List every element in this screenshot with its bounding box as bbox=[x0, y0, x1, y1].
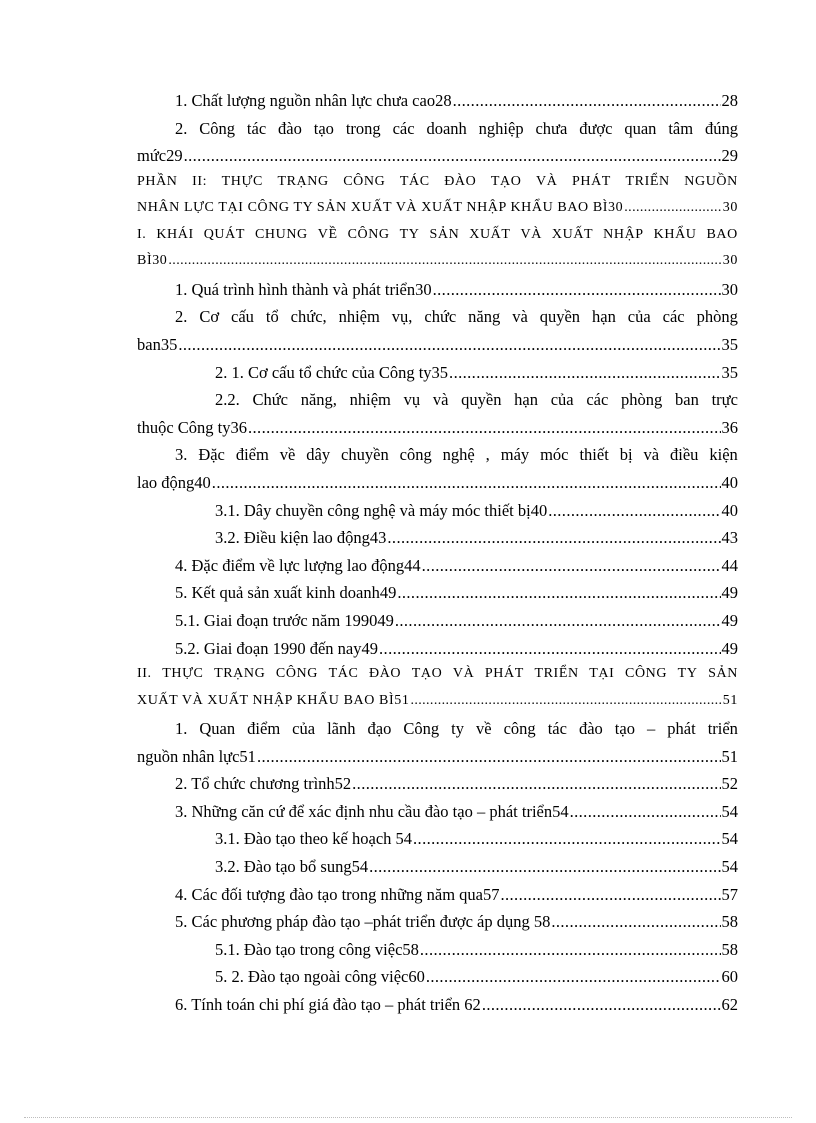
toc-page-number: 43 bbox=[721, 528, 738, 548]
toc-entry-line[interactable] bbox=[137, 418, 738, 446]
toc-entry-line[interactable] bbox=[137, 583, 738, 611]
toc-entry-line[interactable] bbox=[137, 363, 738, 391]
toc-page-number: 28 bbox=[721, 91, 738, 110]
toc-leader-dots bbox=[168, 253, 721, 269]
toc-page-number: 49 bbox=[721, 610, 738, 630]
toc-entry-text: 3. Những căn cứ để xác định nhu cầu đào tạo – phát triển54 bbox=[175, 801, 569, 821]
toc-entry-text: 3.2. Điều kiện lao động43 bbox=[215, 528, 387, 548]
toc-leader-dots bbox=[449, 363, 720, 383]
toc-entry-line[interactable] bbox=[137, 445, 738, 473]
toc-entry-text: 2. Công tác đào tạo trong các doanh nghiệp chưa được quan tâm đúng bbox=[175, 118, 738, 138]
toc-entry-text: 1. Quan điểm của lãnh đạo Công ty về công tác đào tạo – phát triển bbox=[175, 719, 738, 739]
toc-leader-dots bbox=[413, 829, 720, 849]
toc-page-number: 49 bbox=[721, 638, 738, 658]
toc-heading-line[interactable] bbox=[137, 666, 738, 693]
toc-entry-line[interactable] bbox=[137, 335, 738, 363]
table-of-contents bbox=[137, 91, 738, 1023]
toc-entry-text: I. KHÁI QUÁT CHUNG VỀ CÔNG TY SẢN XUẤT VÀ XUẤT NHẬP KHẨU BAO bbox=[137, 226, 738, 242]
toc-entry-line[interactable] bbox=[137, 280, 738, 308]
toc-entry-line[interactable] bbox=[137, 967, 738, 995]
toc-entry-line[interactable] bbox=[137, 802, 738, 830]
toc-entry-text: 4. Đặc điểm về lực lượng lao động44 bbox=[175, 555, 421, 575]
toc-heading-line[interactable] bbox=[137, 227, 738, 254]
toc-page-number: 40 bbox=[721, 472, 738, 492]
toc-leader-dots bbox=[387, 528, 720, 548]
toc-entry-text: II. THỰC TRẠNG CÔNG TÁC ĐÀO TẠO VÀ PHÁT TRIỂN TẠI CÔNG TY SẢN bbox=[137, 666, 738, 682]
toc-entry-text: 1. Chất lượng nguồn nhân lực chưa cao28 bbox=[175, 91, 452, 110]
toc-leader-dots bbox=[257, 747, 721, 767]
toc-entry-text: XUẤT VÀ XUẤT NHẬP KHẨU BAO BÌ51 bbox=[137, 692, 410, 708]
toc-entry-text: 3.1. Dây chuyền công nghệ và máy móc thiết bị40 bbox=[215, 500, 548, 520]
toc-entry-text: 5.2. Giai đoạn 1990 đến nay49 bbox=[175, 638, 379, 658]
toc-entry-text: 1. Quá trình hình thành và phát triển30 bbox=[175, 279, 432, 299]
toc-leader-dots bbox=[422, 556, 721, 576]
toc-entry-text: lao động40 bbox=[137, 472, 211, 492]
toc-leader-dots bbox=[548, 501, 720, 521]
toc-entry-line[interactable] bbox=[137, 501, 738, 529]
toc-entry-text: 2. Tổ chức chương trình52 bbox=[175, 774, 352, 794]
toc-leader-dots bbox=[352, 774, 720, 794]
toc-entry-line[interactable] bbox=[137, 528, 738, 556]
toc-entry-text: 5. Các phương pháp đào tạo –phát triển được áp dụng 58 bbox=[175, 912, 551, 932]
toc-leader-dots bbox=[551, 912, 720, 932]
toc-entry-text: 5. Kết quả sản xuất kinh doanh49 bbox=[175, 583, 397, 603]
toc-entry-text: 3.2. Đào tạo bổ sung54 bbox=[215, 857, 369, 877]
toc-page-number: 44 bbox=[721, 555, 738, 575]
toc-entry-text: mức29 bbox=[137, 146, 183, 166]
toc-leader-dots bbox=[624, 200, 722, 216]
toc-entry-text: nguồn nhân lực51 bbox=[137, 746, 256, 766]
toc-page-number: 54 bbox=[721, 829, 738, 849]
toc-entry-line[interactable] bbox=[137, 774, 738, 802]
toc-leader-dots bbox=[212, 473, 721, 493]
toc-entry-text: 2. 1. Cơ cấu tổ chức của Công ty35 bbox=[215, 362, 449, 382]
toc-heading-line[interactable] bbox=[137, 253, 738, 280]
toc-entry-line[interactable] bbox=[137, 995, 738, 1023]
toc-page-number: 54 bbox=[721, 857, 738, 877]
toc-leader-dots bbox=[178, 335, 720, 355]
toc-page-number: 40 bbox=[721, 500, 738, 520]
toc-entry-line[interactable] bbox=[137, 390, 738, 418]
toc-page-number: 51 bbox=[721, 746, 738, 766]
toc-entry-text: 2.2. Chức năng, nhiệm vụ và quyền hạn của các phòng ban trực bbox=[215, 390, 738, 410]
toc-page-number: 54 bbox=[721, 801, 738, 821]
toc-leader-dots bbox=[570, 802, 721, 822]
toc-entry-line[interactable] bbox=[137, 885, 738, 913]
toc-entry-line[interactable] bbox=[137, 556, 738, 584]
toc-leader-dots bbox=[184, 146, 721, 166]
toc-heading-line[interactable] bbox=[137, 693, 738, 720]
toc-page-number: 36 bbox=[721, 417, 738, 437]
toc-page-number: 58 bbox=[721, 939, 738, 959]
toc-entry-text: 3.1. Đào tạo theo kế hoạch 54 bbox=[215, 829, 413, 849]
toc-entry-text: PHẦN II: THỰC TRẠNG CÔNG TÁC ĐÀO TẠO VÀ PHÁT TRIỂN NGUỒN bbox=[137, 173, 738, 189]
toc-page-number: 60 bbox=[721, 967, 738, 987]
toc-entry-line[interactable] bbox=[137, 91, 738, 119]
toc-page-number: 30 bbox=[722, 200, 738, 216]
toc-leader-dots bbox=[482, 995, 721, 1015]
toc-entry-text: 6. Tính toán chi phí giá đào tạo – phát triển 62 bbox=[175, 995, 481, 1015]
toc-entry-line[interactable] bbox=[137, 719, 738, 747]
toc-heading-line[interactable] bbox=[137, 200, 738, 227]
toc-page-number: 30 bbox=[721, 279, 738, 299]
toc-leader-dots bbox=[410, 693, 721, 709]
toc-page-number: 49 bbox=[721, 583, 738, 603]
toc-entry-text: NHÂN LỰC TẠI CÔNG TY SẢN XUẤT VÀ XUẤT NHẬP KHẨU BAO BÌ30 bbox=[137, 200, 624, 216]
toc-leader-dots bbox=[369, 857, 720, 877]
toc-entry-text: 5.1. Đào tạo trong công việc58 bbox=[215, 939, 419, 959]
toc-page-number: 57 bbox=[721, 884, 738, 904]
toc-leader-dots bbox=[248, 418, 721, 438]
toc-entry-text: BÌ30 bbox=[137, 253, 168, 269]
toc-entry-text: 4. Các đối tượng đào tạo trong những năm qua57 bbox=[175, 884, 500, 904]
toc-entry-text: thuộc Công ty36 bbox=[137, 417, 247, 437]
toc-page-number: 30 bbox=[722, 253, 738, 269]
toc-entry-line[interactable] bbox=[137, 639, 738, 667]
toc-leader-dots bbox=[453, 91, 721, 111]
toc-entry-text: 5.1. Giai đoạn trước năm 199049 bbox=[175, 610, 394, 630]
toc-entry-text: 3. Đặc điểm về dây chuyền công nghệ , máy móc thiết bị và điều kiện bbox=[175, 445, 738, 465]
toc-leader-dots bbox=[420, 940, 721, 960]
toc-entry-line[interactable] bbox=[137, 857, 738, 885]
toc-leader-dots bbox=[397, 583, 720, 603]
toc-leader-dots bbox=[433, 280, 721, 300]
toc-entry-line[interactable] bbox=[137, 940, 738, 968]
toc-page-number: 35 bbox=[721, 362, 738, 382]
toc-leader-dots bbox=[379, 639, 720, 659]
toc-entry-line[interactable] bbox=[137, 912, 738, 940]
toc-leader-dots bbox=[426, 967, 721, 987]
toc-page-number: 29 bbox=[721, 146, 738, 166]
page-bottom-rule bbox=[24, 1117, 792, 1118]
toc-leader-dots bbox=[500, 885, 720, 905]
toc-leader-dots bbox=[395, 611, 721, 631]
toc-entry-line[interactable] bbox=[137, 119, 738, 147]
toc-entry-text: ban35 bbox=[137, 334, 178, 354]
toc-page-number: 58 bbox=[721, 912, 738, 932]
toc-entry-text: 2. Cơ cấu tổ chức, nhiệm vụ, chức năng và quyền hạn của các phòng bbox=[175, 307, 738, 327]
toc-entry-line[interactable] bbox=[137, 611, 738, 639]
toc-entry-line[interactable] bbox=[137, 473, 738, 501]
toc-page-number: 62 bbox=[721, 995, 738, 1015]
toc-page-number: 35 bbox=[721, 334, 738, 354]
toc-heading-line[interactable] bbox=[137, 174, 738, 201]
toc-page-number: 51 bbox=[722, 692, 738, 708]
toc-entry-text: 5. 2. Đào tạo ngoài công việc60 bbox=[215, 967, 425, 987]
toc-page-number: 52 bbox=[721, 774, 738, 794]
toc-entry-line[interactable] bbox=[137, 829, 738, 857]
toc-entry-line[interactable] bbox=[137, 747, 738, 775]
toc-entry-line[interactable] bbox=[137, 146, 738, 174]
toc-entry-line[interactable] bbox=[137, 307, 738, 335]
